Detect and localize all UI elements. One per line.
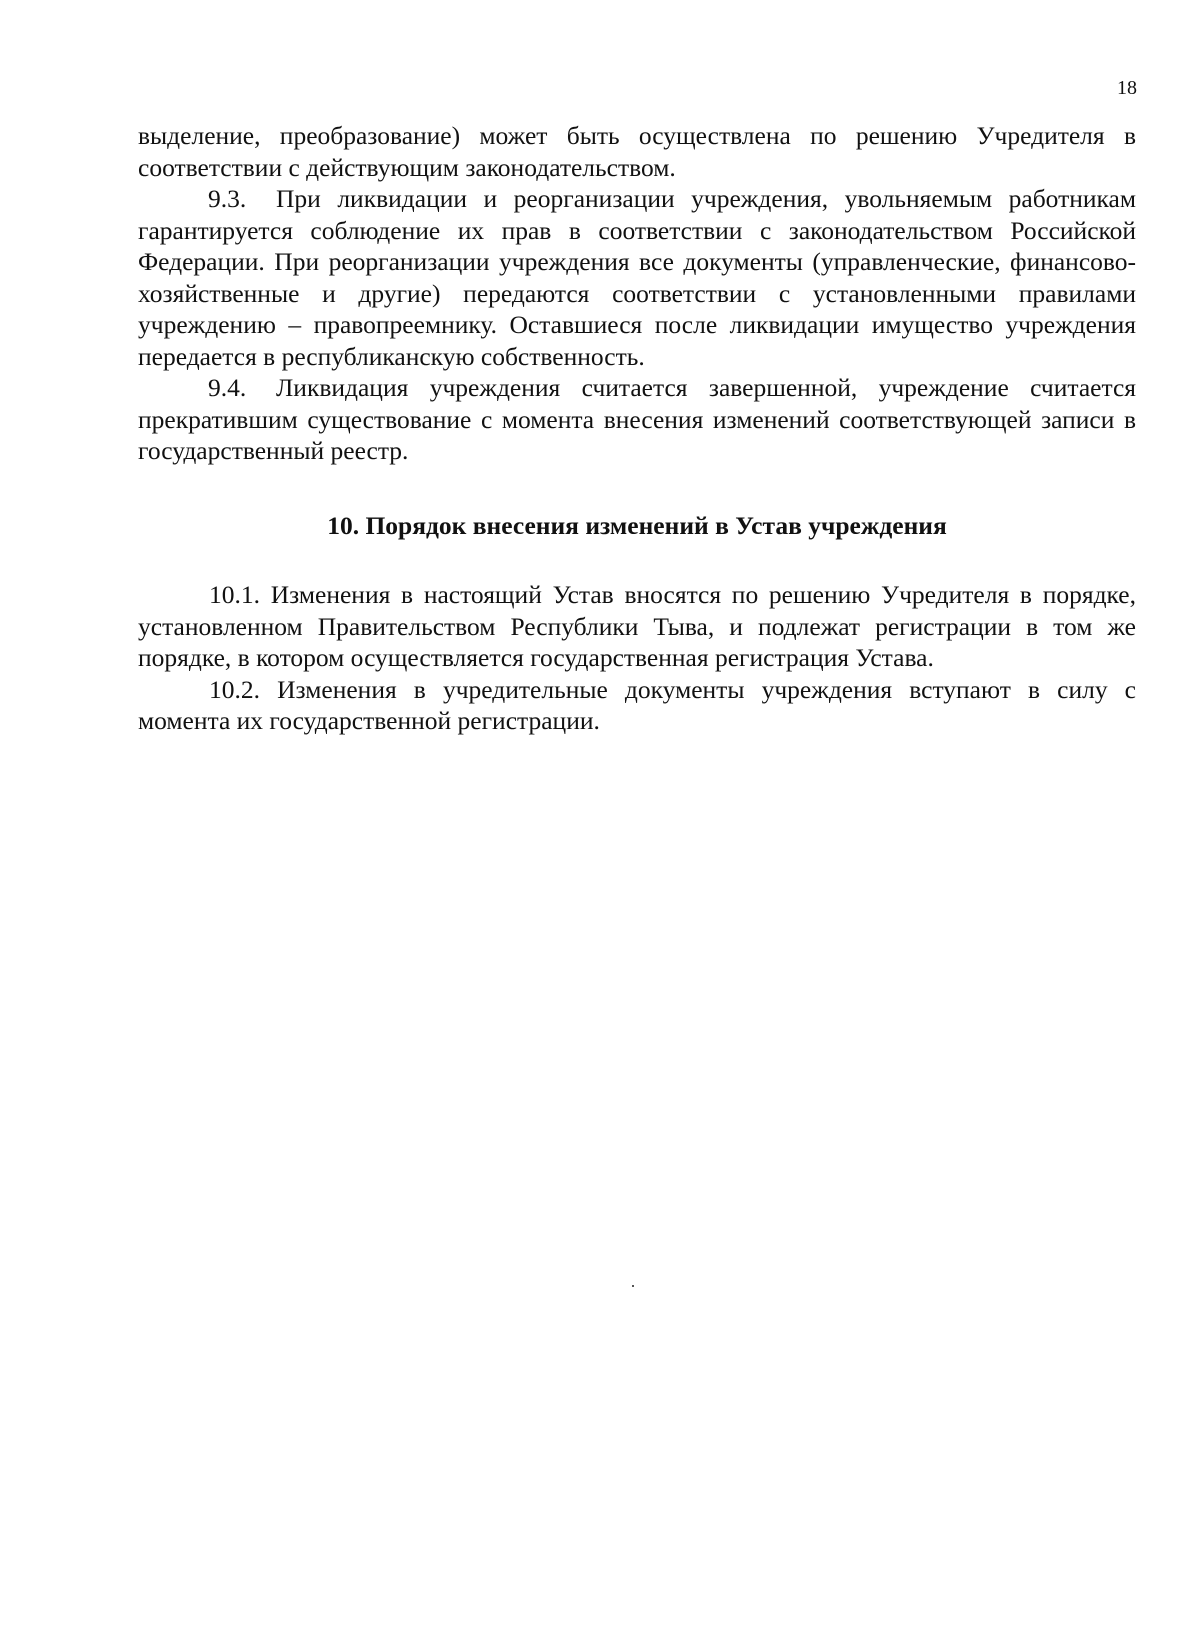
paragraph-text: Изменения в учредительные документы учреждения вступают в силу с момента их государственной регистрации. [138, 674, 1136, 735]
scan-speck [632, 1285, 634, 1287]
paragraph-number: 9.4. [208, 373, 247, 402]
section-10-body [138, 579, 1136, 737]
paragraph-text: При ликвидации и реорганизации учреждения, увольняемым работникам гарантируется соблюдение их прав в соответствии с законодательством Российской Федерации. При реорганизации учреждения все документы (управленческие, финансово-хозяйственные и другие) передаются соответствии с установленными правилами учреждению – правопреемнику. Оставшиеся после ликвидации имущество учреждения передается в республиканскую собственность. [138, 184, 1136, 371]
page-number: 18 [1117, 77, 1137, 99]
section-heading: 10. Порядок внесения изменений в Устав учреждения [327, 510, 947, 540]
paragraph-number: 10.1. [209, 580, 260, 609]
paragraph-9-3 [138, 183, 1136, 372]
paragraph-number: 9.3. [208, 184, 247, 213]
paragraph-text: Изменения в настоящий Устав вносятся по решению Учредителя в порядке, установленном Правительством Республики Тыва, и подлежат регистрации в том же порядке, в котором осуществляется государственная регистрация Устава. [138, 580, 1136, 672]
paragraph-text: выделение, преобразование) может быть осуществлена по решению Учредителя в соответствии с действующим законодательством. [138, 121, 1136, 182]
paragraph-continuation [138, 120, 1136, 183]
paragraph-10-1 [138, 579, 1136, 674]
paragraph-10-2 [138, 674, 1136, 737]
paragraph-text: Ликвидация учреждения считается завершенной, учреждение считается прекратившим существование с момента внесения изменений соответствующей записи в государственный реестр. [138, 373, 1136, 465]
paragraph-number: 10.2. [209, 674, 260, 704]
document-body [138, 120, 1136, 737]
paragraph-9-4 [138, 372, 1136, 467]
